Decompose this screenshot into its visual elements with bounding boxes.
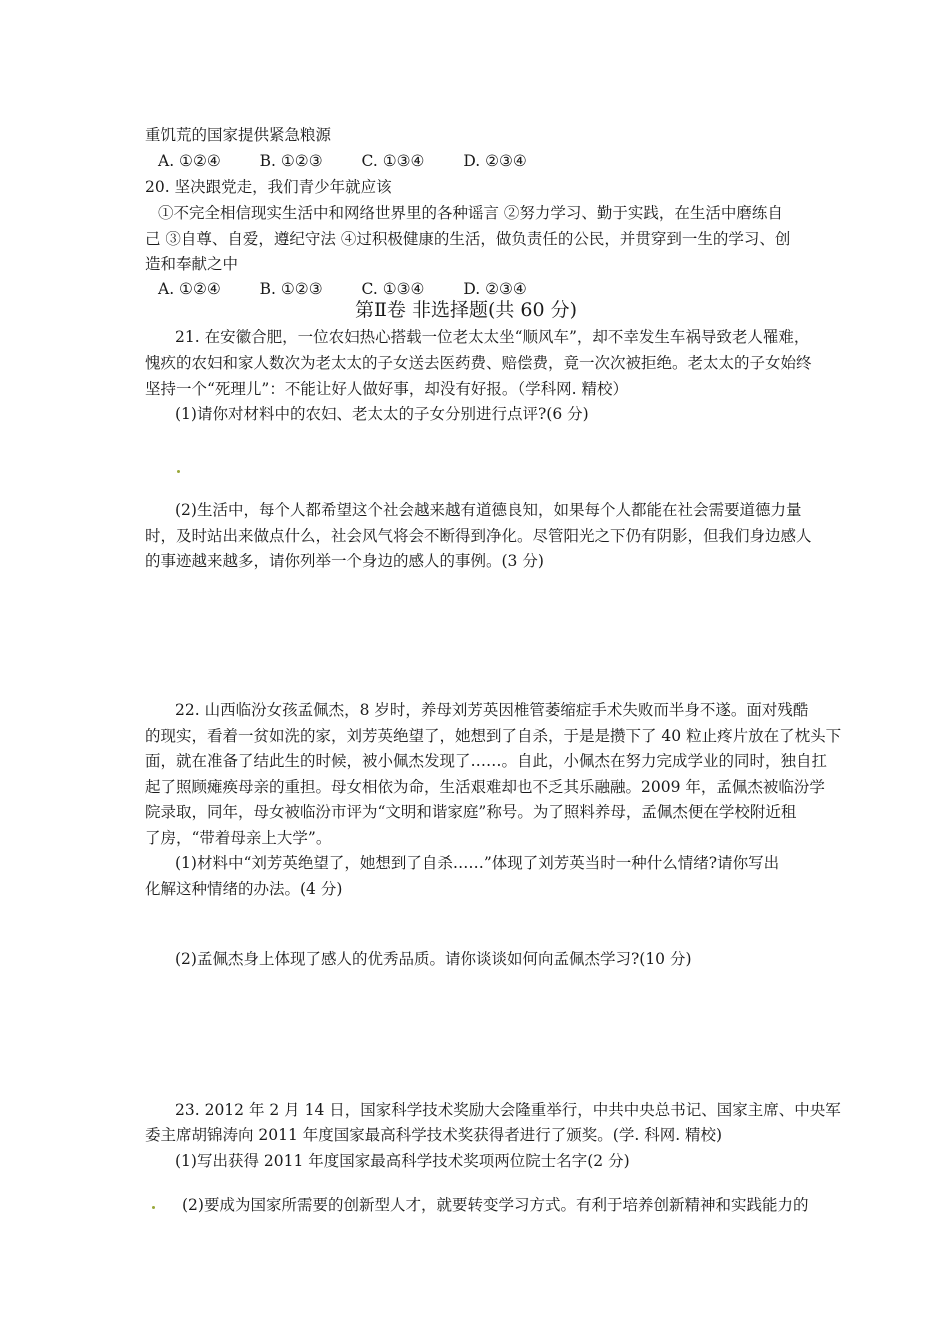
section-title: 第Ⅱ卷 非选择题(共 60 分) — [355, 299, 578, 321]
q19-options — [158, 150, 561, 172]
q19-option-d: D. ②③④ — [463, 152, 527, 170]
q20-stem: 20. 坚决跟党走，我们青少年就应该 — [145, 178, 392, 196]
q20-option-a: A. ①②④ — [158, 280, 221, 298]
q20-items-line3: 造和奉献之中 — [145, 255, 239, 273]
q20-items-line1: ①不完全相信现实生活中和网络世界里的各种谣言 ②努力学习、勤于实践，在生活中磨练自 — [158, 204, 783, 222]
q21-sub2-line3: 的事迹越来越多，请你列举一个身边的感人的事例。(3 分) — [145, 552, 544, 570]
q21-sub2-line1: (2)生活中，每个人都希望这个社会越来越有道德良知，如果每个人都能在社会需要道德力量 — [175, 501, 802, 519]
q22-line3: 面，就在准备了结此生的时候，被小佩杰发现了……。自此，小佩杰在努力完成学业的同时，独自扛 — [145, 752, 828, 770]
q22-sub2: (2)孟佩杰身上体现了感人的优秀品质。请你谈谈如何向孟佩杰学习?(10 分) — [175, 950, 692, 968]
q19-tail: 重饥荒的国家提供紧急粮源 — [145, 126, 332, 144]
q23-sub2: (2)要成为国家所需要的创新型人才，就要转变学习方式。有利于培养创新精神和实践能力的 — [182, 1196, 809, 1214]
speck — [177, 470, 180, 473]
q21-line1: 21. 在安徽合肥，一位农妇热心搭载一位老太太坐“顺风车”，却不幸发生车祸导致老人罹难， — [175, 328, 810, 346]
q22-sub1-line1: (1)材料中“刘芳英绝望了，她想到了自杀……”体现了刘芳英当时一种什么情绪?请你写出 — [175, 854, 780, 872]
q23-line2: 委主席胡锦涛向 2011 年度国家最高科学技术奖获得者进行了颁奖。(学. 科网. 精校) — [145, 1126, 723, 1144]
q23-line1: 23. 2012 年 2 月 14 日，国家科学技术奖励大会隆重举行，中共中央总书记、国家主席、中央军 — [175, 1101, 841, 1119]
q20-options — [158, 278, 561, 300]
q19-option-a: A. ①②④ — [158, 152, 221, 170]
q22-sub1-line2: 化解这种情绪的办法。(4 分) — [145, 880, 343, 898]
q20-option-c: C. ①③④ — [361, 280, 425, 298]
q19-option-b: B. ①②③ — [259, 152, 323, 170]
speck — [152, 1206, 155, 1209]
q22-line2: 的现实，看着一贫如洗的家，刘芳英绝望了，她想到了自杀，于是是攒下了 40 粒止疼片放在了枕头下 — [145, 727, 842, 745]
q22-line1: 22. 山西临汾女孩孟佩杰，8 岁时，养母刘芳英因椎管萎缩症手术失败而半身不遂。面对残酷 — [175, 701, 809, 719]
q20-items-line2: 己 ③自尊、自爱，遵纪守法 ④过积极健康的生活，做负责任的公民，并贯穿到一生的学习、创 — [145, 230, 791, 248]
q19-option-c: C. ①③④ — [361, 152, 425, 170]
q20-option-b: B. ①②③ — [259, 280, 323, 298]
q22-line6: 了房，“带着母亲上大学”。 — [145, 829, 332, 847]
q20-option-d: D. ②③④ — [463, 280, 527, 298]
q23-sub1: (1)写出获得 2011 年度国家最高科学技术奖项两位院士名字(2 分) — [175, 1152, 630, 1170]
q21-line2: 愧疚的农妇和家人数次为老太太的子女送去医药费、赔偿费，竟一次次被拒绝。老太太的子女始终 — [145, 354, 812, 372]
q21-sub2-line2: 时，及时站出来做点什么，社会风气将会不断得到净化。尽管阳光之下仍有阴影，但我们身边感人 — [145, 527, 812, 545]
q21-line3: 坚持一个“死理儿”：不能让好人做好事，却没有好报。（学科网. 精校） — [145, 380, 628, 398]
q21-sub1: (1)请你对材料中的农妇、老太太的子女分别进行点评?(6 分) — [175, 405, 589, 423]
q22-line4: 起了照顾瘫痪母亲的重担。母女相依为命，生活艰难却也不乏其乐融融。2009 年，孟佩杰被临汾学 — [145, 778, 825, 796]
q22-line5: 院录取，同年，母女被临汾市评为“文明和谐家庭”称号。为了照料养母，孟佩杰便在学校附近租 — [145, 803, 797, 821]
